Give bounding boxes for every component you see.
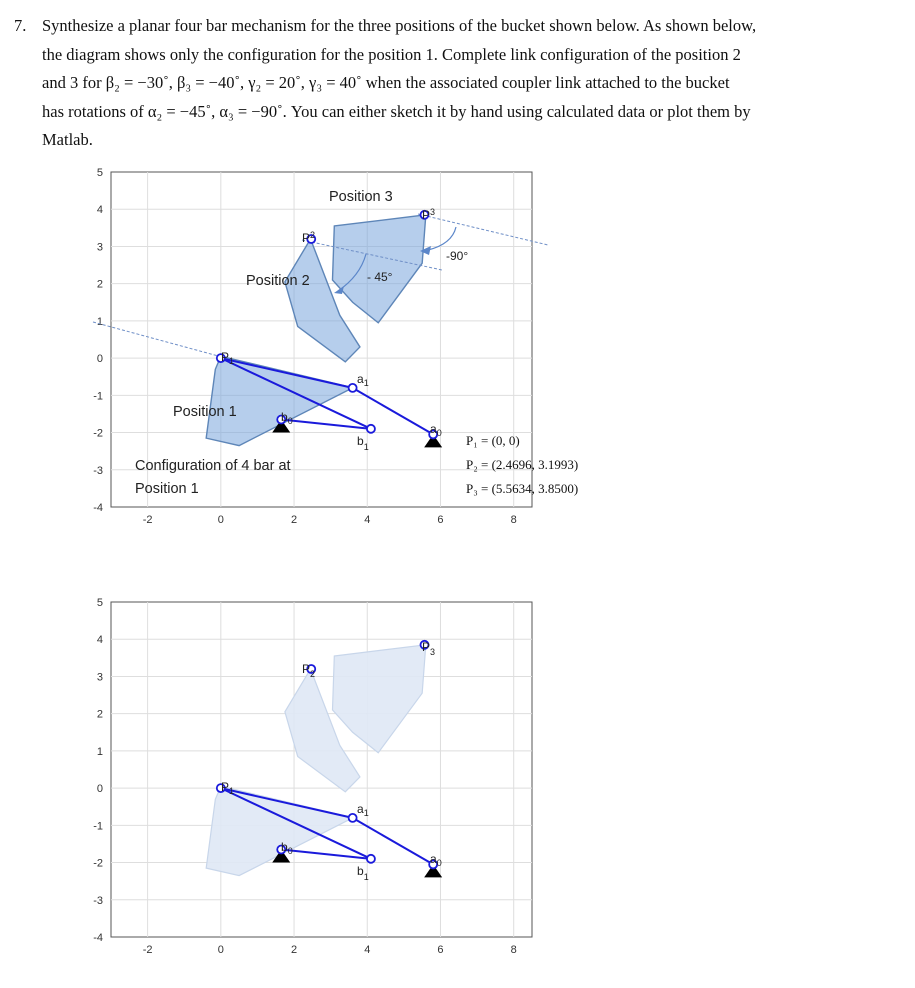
label-p2-plot2: $P_2$ [302,662,316,679]
label-p2: $P^2$ [302,230,316,245]
joint-a1-plot2 [349,814,357,822]
x-tick-label: 4 [364,514,371,526]
y-tick-label: 2 [96,708,103,721]
y-tick-label: 5 [96,167,103,179]
joint-a1 [349,384,357,392]
y-tick-label: -3 [93,894,103,907]
x-tick-label: 6 [437,514,444,526]
y-tick-label: 3 [96,671,103,684]
y-tick-label: -2 [93,427,103,440]
x-tick-label: -2 [142,514,153,526]
label-position-1: Position 1 [173,404,237,420]
label-configuration-line-1: Configuration of 4 bar at [135,458,291,474]
y-tick-label: -4 [93,502,103,514]
joint-b1-plot2 [367,855,375,863]
y-tick-label: 4 [96,204,103,217]
label-angle-45: - 45° [367,270,393,284]
label-p1: $P_1$ [221,350,235,366]
label-b1: $b_1$ [357,434,369,452]
value-p2: P₂ = (2.4696, 3.1993) [466,457,579,472]
label-p3: $P^3$ [422,207,436,222]
x-tick-label: 0 [217,514,224,526]
y-tick-label: -3 [93,464,103,477]
y-tick-label: 4 [96,634,103,647]
x-tick-label: 8 [510,944,517,956]
label-configuration-line-2: Position 1 [135,481,199,497]
y-tick-label: 0 [96,783,103,796]
problem-line-1: Synthesize a planar four bar mechanism for the three positions of the bucket shown below. As shown below, [42,16,757,35]
x-tick-label: 2 [290,944,298,956]
label-p1-plot2: $P_1$ [221,780,235,796]
problem-number: 7. [14,16,27,35]
label-a1-plot2: $a_1$ [357,802,369,818]
y-tick-label: 2 [96,278,103,291]
y-tick-label: -1 [93,820,103,833]
plot-1-y-ticks [93,167,103,514]
x-tick-label: 8 [510,514,517,526]
problem-line-2: the diagram shows only the configuration for the position 1. Complete link configuration of the position 2 [42,44,741,64]
x-tick-label: -2 [142,944,153,956]
value-p3: P₃ = (5.5634, 3.8500) [466,481,579,496]
x-tick-label: 6 [437,944,444,956]
label-a1: $a_1$ [357,372,369,388]
y-tick-label: 0 [96,353,103,366]
y-tick-label: -2 [93,857,103,870]
label-a0: $a_0$ [430,422,442,438]
label-a0-plot2: $a_0$ [430,852,442,868]
label-p3-plot2: $P_3$ [422,640,436,657]
value-p1: P₁ = (0, 0) [466,433,520,448]
plot-2-x-ticks [143,944,517,956]
y-tick-label: 3 [96,241,103,254]
x-tick-label: 0 [217,944,224,956]
problem-line-5: Matlab. [42,130,93,149]
x-tick-label: 4 [364,944,371,956]
joint-b1 [367,425,375,433]
problem-line-3: and 3 for β₂ = −30˚, β₃ = −40˚, γ₂ = 20˚, γ₃ = 40˚ when the associated coupler link attached to the bucket [42,73,730,92]
y-tick-label: 5 [96,597,103,609]
label-position-2: Position 2 [246,273,310,289]
plot-1-x-ticks [143,514,517,526]
label-b0-plot2: $b_0$ [281,840,293,856]
y-tick-label: -4 [93,932,103,944]
plot-2 [93,597,532,956]
y-tick-label: 1 [96,745,103,758]
y-tick-label: 1 [96,315,103,328]
y-tick-label: -1 [93,390,103,403]
label-b1-plot2: $b_1$ [357,864,369,882]
plot-1 [93,167,578,526]
x-tick-label: 2 [290,514,298,526]
plot-2-y-ticks [93,597,103,944]
label-b0: $b_0$ [281,410,293,426]
label-angle-90: -90° [446,249,469,263]
label-position-3: Position 3 [329,189,393,205]
problem-line-4: has rotations of α₂ = −45˚, α₃ = −90˚. You can either sketch it by hand using calculated data or plot them by [42,101,751,121]
